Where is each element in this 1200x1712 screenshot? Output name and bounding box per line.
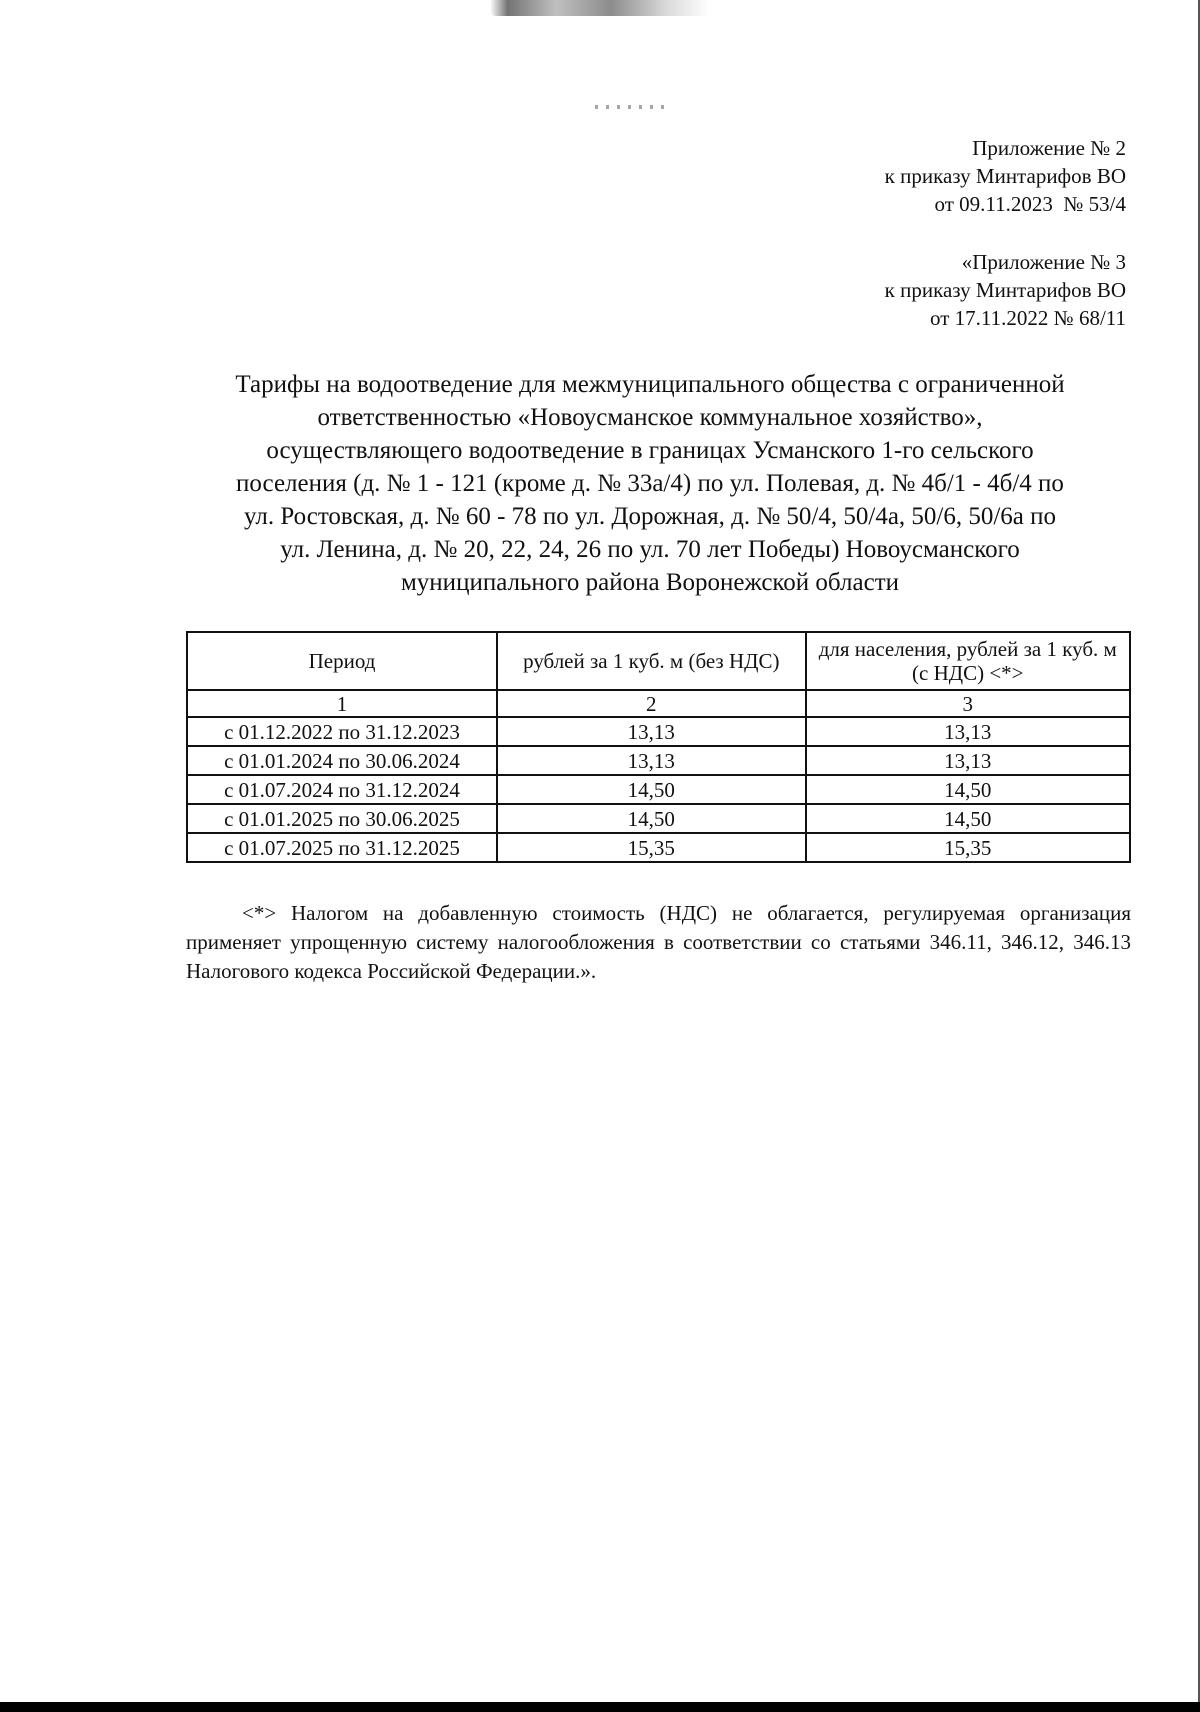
cell-rate-population: 14,50	[806, 775, 1130, 804]
cell-period: с 01.01.2024 по 30.06.2024	[187, 746, 497, 775]
header-rate-population: для населения, рублей за 1 куб. м (с НДС) <*>	[806, 632, 1130, 690]
title-line-1: Тарифы на водоотведение для межмуниципального общества с ограниченной	[235, 371, 1065, 398]
cell-rate-without-vat: 14,50	[497, 775, 806, 804]
approval-previous-line-2: к приказу Минтарифов ВО	[884, 278, 1126, 302]
approval-block-previous	[885, 248, 1126, 332]
document-title	[160, 368, 1140, 599]
title-line-4: поселения (д. № 1 - 121 (кроме д. № 33а/4) по ул. Полевая, д. № 4б/1 - 4б/4 по	[236, 470, 1064, 497]
cell-rate-population: 14,50	[806, 804, 1130, 833]
scan-artifact-dots	[595, 105, 665, 109]
title-line-7: муниципального района Воронежской области	[400, 569, 899, 596]
cell-period: с 01.12.2022 по 31.12.2023	[187, 717, 497, 746]
table-row	[187, 717, 1130, 746]
cell-rate-without-vat: 13,13	[497, 746, 806, 775]
title-line-2: ответственностью «Новоусманское коммунальное хозяйство»,	[317, 404, 983, 431]
header-period: Период	[187, 632, 497, 690]
approval-current-line-3: от 09.11.2023 № 53/4	[934, 192, 1126, 216]
table-row	[187, 746, 1130, 775]
header-rate-without-vat: рублей за 1 куб. м (без НДС)	[497, 632, 806, 690]
cell-rate-population: 13,13	[806, 717, 1130, 746]
approval-block-current	[885, 134, 1126, 218]
table-column-numbers-row	[187, 690, 1130, 717]
cell-period: с 01.07.2024 по 31.12.2024	[187, 775, 497, 804]
approval-current-line-2: к приказу Минтарифов ВО	[884, 164, 1126, 188]
table-row	[187, 775, 1130, 804]
tariff-table	[186, 631, 1131, 863]
cell-rate-without-vat: 14,50	[497, 804, 806, 833]
cell-rate-without-vat: 13,13	[497, 717, 806, 746]
cell-period: с 01.01.2025 по 30.06.2025	[187, 804, 497, 833]
cell-rate-without-vat: 15,35	[497, 833, 806, 862]
title-line-5: ул. Ростовская, д. № 60 - 78 по ул. Дорожная, д. № 50/4, 50/4а, 50/6, 50/6а по	[243, 503, 1057, 530]
vat-footnote: <*> Налогом на добавленную стоимость (НДС) не облагается, регулируемая организация применяет упрощенную систему налогообложения в соответствии со статьями 346.11, 346.12, 346.13 Налогового кодекса Российской Федерации.».	[186, 901, 1131, 983]
cell-rate-population: 13,13	[806, 746, 1130, 775]
cell-period: с 01.07.2025 по 31.12.2025	[187, 833, 497, 862]
column-number-3: 3	[806, 690, 1130, 717]
approval-current-line-1: Приложение № 2	[972, 136, 1126, 160]
table-header-row	[187, 632, 1130, 690]
approval-previous-line-3: от 17.11.2022 № 68/11	[930, 306, 1126, 330]
scan-artifact-bottom-edge	[0, 1702, 1200, 1712]
table-row	[187, 804, 1130, 833]
title-line-6: ул. Ленина, д. № 20, 22, 24, 26 по ул. 70 лет Победы) Новоусманского	[280, 536, 1020, 563]
column-number-1: 1	[187, 690, 497, 717]
column-number-2: 2	[497, 690, 806, 717]
table-row	[187, 833, 1130, 862]
cell-rate-population: 15,35	[806, 833, 1130, 862]
title-line-3: осуществляющего водоотведение в границах Усманского 1-го сельского	[266, 437, 1034, 464]
approval-previous-line-1: «Приложение № 3	[961, 250, 1126, 274]
scan-artifact-top	[490, 0, 710, 16]
